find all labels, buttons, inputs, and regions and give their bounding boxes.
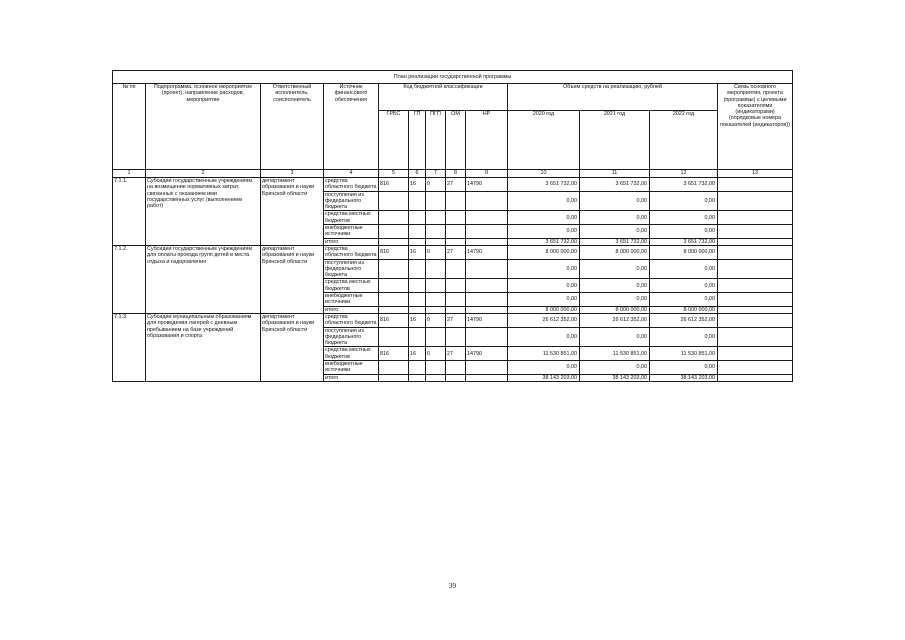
amount-2020: 0,00 — [508, 293, 580, 307]
amount-2020: 0,00 — [508, 191, 580, 211]
amount-2022: 26 612 352,00 — [650, 313, 718, 327]
column-number: 3 — [261, 170, 324, 178]
amount-2020: 8 000 000,00 — [508, 306, 580, 313]
column-number: 5 — [379, 170, 409, 178]
code-pgp — [426, 374, 446, 381]
code-grbs — [379, 361, 409, 375]
amount-2020: 0,00 — [508, 211, 580, 225]
code-grbs — [379, 225, 409, 239]
amount-2021: 0,00 — [580, 327, 650, 347]
code-grbs — [379, 374, 409, 381]
column-number: 8 — [446, 170, 466, 178]
code-grbs — [379, 327, 409, 347]
funding-source-federal: поступления из федерального бюджета — [324, 259, 379, 279]
column-number: 1 — [113, 170, 146, 178]
code-gp: 16 — [409, 178, 426, 192]
amount-2021: 0,00 — [580, 279, 650, 293]
measure-executor: департамент образования и науки Брянской области — [261, 245, 324, 313]
amount-2022: 8 000 000,00 — [650, 306, 718, 313]
amount-2020: 3 651 732,00 — [508, 178, 580, 192]
amount-2022: 0,00 — [650, 327, 718, 347]
code-gp: 16 — [409, 347, 426, 361]
program-plan-table — [112, 70, 793, 382]
code-pgp — [426, 191, 446, 211]
code-om: 27 — [446, 245, 466, 259]
indicator-link — [718, 238, 793, 245]
header-gp: ГП — [409, 111, 426, 170]
amount-2021: 26 612 352,00 — [580, 313, 650, 327]
header-pgp: ПГП — [426, 111, 446, 170]
code-gp — [409, 361, 426, 375]
amount-2022: 0,00 — [650, 259, 718, 279]
measure-number: 7.1.3. — [113, 313, 146, 381]
amount-2022: 0,00 — [650, 361, 718, 375]
code-gp — [409, 259, 426, 279]
code-om — [446, 211, 466, 225]
indicator-link — [718, 306, 793, 313]
code-om: 27 — [446, 313, 466, 327]
funding-source-regional: средства областного бюджета — [324, 178, 379, 192]
code-gp — [409, 279, 426, 293]
amount-2021: 0,00 — [580, 211, 650, 225]
column-number: 12 — [650, 170, 718, 178]
amount-2020: 0,00 — [508, 327, 580, 347]
code-pgp — [426, 293, 446, 307]
amount-2020: 8 000 000,00 — [508, 245, 580, 259]
table-title: План реализации государственной программы — [113, 71, 793, 84]
indicator-link — [718, 245, 793, 259]
indicator-link — [718, 293, 793, 307]
indicator-link — [718, 313, 793, 327]
amount-2022: 11 530 851,00 — [650, 347, 718, 361]
funding-source-local: средства местных бюджетов — [324, 347, 379, 361]
code-pgp — [426, 306, 446, 313]
code-om: 27 — [446, 347, 466, 361]
code-grbs — [379, 293, 409, 307]
code-om: 27 — [446, 178, 466, 192]
header-budget-code: Код бюджетной классификации — [379, 84, 508, 111]
amount-2021: 3 651 732,00 — [580, 178, 650, 192]
code-nr — [466, 238, 508, 245]
funding-source-federal: поступления из федерального бюджета — [324, 191, 379, 211]
code-nr: 14790 — [466, 245, 508, 259]
code-pgp — [426, 211, 446, 225]
funding-source-local: средства местных бюджетов — [324, 279, 379, 293]
column-number: 13 — [718, 170, 793, 178]
code-om — [446, 225, 466, 239]
header-2021: 2021 год — [580, 111, 650, 170]
code-gp — [409, 327, 426, 347]
amount-2021: 8 000 000,00 — [580, 245, 650, 259]
code-pgp — [426, 327, 446, 347]
code-pgp: 0 — [426, 245, 446, 259]
code-pgp — [426, 225, 446, 239]
amount-2022: 38 143 203,00 — [650, 374, 718, 381]
amount-2021: 0,00 — [580, 191, 650, 211]
amount-2020: 26 612 352,00 — [508, 313, 580, 327]
amount-2022: 3 651 732,00 — [650, 238, 718, 245]
code-om — [446, 238, 466, 245]
indicator-link — [718, 225, 793, 239]
indicator-link — [718, 279, 793, 293]
measure-number: 7.1.1. — [113, 178, 146, 246]
header-link: Связь основного мероприятия, проекта (программы) с целевыми показателями (индикаторами) (порядковые номера показателей (индикаторов)) — [718, 84, 793, 170]
measure-executor: департамент образования и науки Брянской области — [261, 313, 324, 381]
header-grbs: ГРБС — [379, 111, 409, 170]
column-number: 10 — [508, 170, 580, 178]
indicator-link — [718, 211, 793, 225]
code-grbs — [379, 279, 409, 293]
amount-2020: 38 143 203,00 — [508, 374, 580, 381]
amount-2022: 0,00 — [650, 211, 718, 225]
code-pgp — [426, 361, 446, 375]
indicator-link — [718, 191, 793, 211]
amount-2021: 0,00 — [580, 293, 650, 307]
amount-2022: 3 651 732,00 — [650, 178, 718, 192]
code-pgp: 0 — [426, 313, 446, 327]
code-nr — [466, 225, 508, 239]
code-grbs — [379, 211, 409, 225]
code-pgp: 0 — [426, 178, 446, 192]
code-nr — [466, 374, 508, 381]
header-2022: 2022 год — [650, 111, 718, 170]
code-om — [446, 374, 466, 381]
code-gp: 16 — [409, 245, 426, 259]
amount-2021: 8 000 000,00 — [580, 306, 650, 313]
header-row — [113, 84, 793, 111]
funding-source-total: итого — [324, 306, 379, 313]
code-pgp — [426, 238, 446, 245]
amount-2021: 0,00 — [580, 225, 650, 239]
code-om — [446, 306, 466, 313]
amount-2021: 38 143 203,00 — [580, 374, 650, 381]
amount-2022: 0,00 — [650, 225, 718, 239]
funding-source-regional: средства областного бюджета — [324, 245, 379, 259]
measure-executor: департамент образования и науки Брянской области — [261, 178, 324, 246]
code-nr — [466, 259, 508, 279]
code-pgp — [426, 259, 446, 279]
measure-number: 7.1.2. — [113, 245, 146, 313]
code-nr: 14790 — [466, 347, 508, 361]
header-executor: Ответственный исполнитель, соисполнитель — [261, 84, 324, 170]
amount-2020: 0,00 — [508, 259, 580, 279]
code-nr — [466, 191, 508, 211]
code-nr: 14790 — [466, 313, 508, 327]
amount-2020: 0,00 — [508, 225, 580, 239]
code-grbs: 816 — [379, 178, 409, 192]
code-om — [446, 361, 466, 375]
column-number: 2 — [146, 170, 261, 178]
measure-row-regional — [113, 178, 793, 192]
column-number: 11 — [580, 170, 650, 178]
code-grbs — [379, 306, 409, 313]
code-nr — [466, 293, 508, 307]
code-nr — [466, 279, 508, 293]
code-grbs — [379, 238, 409, 245]
amount-2022: 0,00 — [650, 191, 718, 211]
amount-2021: 11 530 851,00 — [580, 347, 650, 361]
header-nr: НР — [466, 111, 508, 170]
amount-2020: 11 530 851,00 — [508, 347, 580, 361]
funding-source-total: итого — [324, 374, 379, 381]
code-gp — [409, 374, 426, 381]
funding-source-regional: средства областного бюджета — [324, 313, 379, 327]
code-grbs: 816 — [379, 313, 409, 327]
code-nr — [466, 327, 508, 347]
code-om — [446, 279, 466, 293]
indicator-link — [718, 347, 793, 361]
column-number: 4 — [324, 170, 379, 178]
measure-name: Субсидии государственным учреждениям для оплаты проезда групп детей в места отдыха и оздоровления — [146, 245, 261, 313]
indicator-link — [718, 374, 793, 381]
funding-source-extra: внебюджетные источники — [324, 293, 379, 307]
column-numbers-row — [113, 170, 793, 178]
amount-2021: 0,00 — [580, 361, 650, 375]
code-gp — [409, 225, 426, 239]
amount-2022: 8 000 000,00 — [650, 245, 718, 259]
indicator-link — [718, 178, 793, 192]
table-title-row — [113, 71, 793, 84]
code-om — [446, 191, 466, 211]
code-grbs: 816 — [379, 245, 409, 259]
code-gp — [409, 211, 426, 225]
code-om — [446, 327, 466, 347]
header-source: Источник финансового обеспечения — [324, 84, 379, 170]
funding-source-total: итого — [324, 238, 379, 245]
code-grbs: 816 — [379, 347, 409, 361]
code-om — [446, 293, 466, 307]
code-gp — [409, 293, 426, 307]
amount-2020: 3 651 732,00 — [508, 238, 580, 245]
indicator-link — [718, 327, 793, 347]
code-grbs — [379, 259, 409, 279]
code-nr: 14790 — [466, 178, 508, 192]
measure-row-regional — [113, 313, 793, 327]
funding-source-extra: внебюджетные источники — [324, 225, 379, 239]
code-gp — [409, 191, 426, 211]
page-number: 39 — [449, 582, 456, 590]
measure-name: Субсидии муниципальным образованиям для проведения лагерей с дневным пребыванием на базе учреждений образования и спорта — [146, 313, 261, 381]
funding-source-local: средства местных бюджетов — [324, 211, 379, 225]
column-number: 7 — [426, 170, 446, 178]
amount-2022: 0,00 — [650, 293, 718, 307]
amount-2021: 0,00 — [580, 259, 650, 279]
measure-name: Субсидии государственным учреждениям на возмещение нормативных затрат, связанных с оказанием ими государственных услуг (выполнением работ) — [146, 178, 261, 246]
code-om — [446, 259, 466, 279]
code-nr — [466, 211, 508, 225]
amount-2022: 0,00 — [650, 279, 718, 293]
code-pgp: 0 — [426, 347, 446, 361]
header-num: № пп — [113, 84, 146, 170]
amount-2020: 0,00 — [508, 279, 580, 293]
code-nr — [466, 306, 508, 313]
code-gp — [409, 238, 426, 245]
header-volume: Объем средств на реализацию, рублей — [508, 84, 718, 111]
header-subprogram: Подпрограмма, основное мероприятие (проект), направление расходов, мероприятие — [146, 84, 261, 170]
code-nr — [466, 361, 508, 375]
amount-2021: 3 651 732,00 — [580, 238, 650, 245]
indicator-link — [718, 361, 793, 375]
header-om: ОМ — [446, 111, 466, 170]
code-grbs — [379, 191, 409, 211]
code-gp: 16 — [409, 313, 426, 327]
measure-row-regional — [113, 245, 793, 259]
column-number: 9 — [466, 170, 508, 178]
funding-source-extra: внебюджетные источники — [324, 361, 379, 375]
amount-2020: 0,00 — [508, 361, 580, 375]
indicator-link — [718, 259, 793, 279]
funding-source-federal: поступления из федерального бюджета — [324, 327, 379, 347]
header-2020: 2020 год — [508, 111, 580, 170]
column-number: 6 — [409, 170, 426, 178]
code-gp — [409, 306, 426, 313]
code-pgp — [426, 279, 446, 293]
